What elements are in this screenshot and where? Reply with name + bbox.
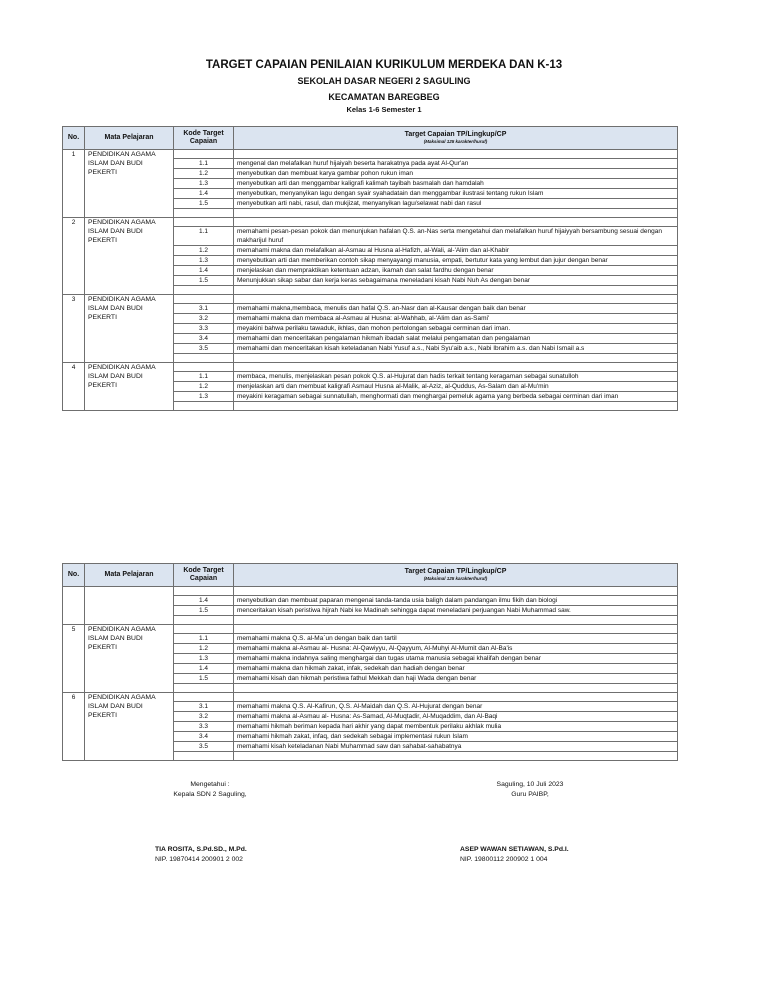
signer-right-name: ASEP WAWAN SETIAWAN, S.Pd.I. <box>460 846 569 853</box>
target-text: memahami pesan-pesan pokok dan menunjukan hafalan Q.S. an-Nas serta mengetahui dan melafalkan huruf hijaiyyah bersambung sesuai dengan makharijul huruf <box>234 227 678 246</box>
target-code: 1.4 <box>174 596 234 606</box>
col-target: Target Capaian TP/Lingkup/CP (Maksimal 125 karakter/huruf) <box>234 564 678 587</box>
subject-name: PENDIDIKAN AGAMA ISLAM DAN BUDI PEKERTI <box>85 625 174 693</box>
school-name: SEKOLAH DASAR NEGERI 2 SAGULING <box>297 76 471 86</box>
target-text: memahami makna Q.S. al-Ma`un dengan baik dan tartil <box>234 634 678 644</box>
document-title: TARGET CAPAIAN PENILAIAN KURIKULUM MERDEKA DAN K-13 <box>205 59 563 71</box>
target-text: memahami makna indahnya saling menghargai dan tugas utama manusia sebagai khalifah dengan benar <box>234 654 678 664</box>
target-text: memahami hikmah zakat, infaq, dan sedekah sebagai implementasi rukun Islam <box>234 732 678 742</box>
signer-left-nip: NIP. 19870414 200901 2 002 <box>155 856 243 863</box>
target-text: meyakini bahwa perilaku tawaduk, ikhlas, dan mohon pertolongan sebagai cerminan dari iman. <box>234 324 678 334</box>
target-code: 1.4 <box>174 189 234 199</box>
target-text: menyebutkan, menyanyikan lagu dengan syair syahadatain dan menggambar ilustrasi tentang rukun Islam <box>234 189 678 199</box>
target-text: memahami makna dan membaca al-Asmau al Husna: al-Wahhab, al-'Alim dan as-Sami' <box>234 314 678 324</box>
district-name: KECAMATAN BAREGBEG <box>328 92 440 102</box>
row-number: 1 <box>63 150 85 218</box>
col-code: Kode Target Capaian <box>174 127 234 150</box>
signature-right-line2: Guru PAIBP, <box>511 791 549 798</box>
subject-name: PENDIDIKAN AGAMA ISLAM DAN BUDI PEKERTI <box>85 150 174 218</box>
target-code: 1.4 <box>174 664 234 674</box>
signer-right <box>460 845 569 865</box>
target-text: memahami dan menceritakan kisah keteladanan Nabi Yusuf a.s., Nabi Syu'aib a.s., Nabi Ibrahim a.s. dan Nabi Ismail a.s <box>234 344 678 354</box>
target-code: 3.1 <box>174 702 234 712</box>
target-text: memahami makna al-Asmau al- Husna: Al-Qawiyyu, Al-Qayyum, Al-Muhyi Al-Mumit dan Al-Ba'is <box>234 644 678 654</box>
signature-left <box>150 780 270 800</box>
target-text: memahami hikmah beriman kepada hari akhir yang dapat membentuk perilaku akhlak mulia <box>234 722 678 732</box>
target-text: menjelaskan arti dan membuat kaligrafi Asmaul Husna al-Malik, al-Aziz, al-Quddus, As-Salam dan al-Mu'min <box>234 382 678 392</box>
target-code: 1.3 <box>174 179 234 189</box>
target-text: memahami kisah dan hikmah peristiwa fathul Mekkah dan haji Wada dengan benar <box>234 674 678 684</box>
target-text: membaca, menulis, menjelaskan pesan pokok Q.S. al-Hujurat dan hadis terkait tentang keragaman sebagai sunatulloh <box>234 372 678 382</box>
target-table-1 <box>62 126 678 411</box>
target-text: memahami kisah keteladanan Nabi Muhammad saw dan sahabat-sahabatnya <box>234 742 678 752</box>
target-text: memahami makna dan hikmah zakat, infak, sedekah dan hadiah dengan benar <box>234 664 678 674</box>
target-code: 1.5 <box>174 199 234 209</box>
target-code: 3.4 <box>174 334 234 344</box>
target-code: 3.2 <box>174 712 234 722</box>
target-text: menyebutkan arti nabi, rasul, dan mukjizat, menyanyikan lagu/selawat nabi dan rasul <box>234 199 678 209</box>
subject-name: PENDIDIKAN AGAMA ISLAM DAN BUDI PEKERTI <box>85 693 174 761</box>
subject-name: PENDIDIKAN AGAMA ISLAM DAN BUDI PEKERTI <box>85 363 174 411</box>
target-code: 1.3 <box>174 392 234 402</box>
subject-name: PENDIDIKAN AGAMA ISLAM DAN BUDI PEKERTI <box>85 295 174 363</box>
row-number: 2 <box>63 218 85 295</box>
class-semester: Kelas 1-6 Semester 1 <box>346 105 422 114</box>
col-target: Target Capaian TP/Lingkup/CP (Maksimal 125 karakter/huruf) <box>234 127 678 150</box>
target-code: 1.4 <box>174 266 234 276</box>
signer-left-name: TIA ROSITA, S.Pd.SD., M.Pd. <box>155 846 247 853</box>
target-text: menyebutkan arti dan memberikan contoh sikap menyayangi manusia, empati, bertutur kata yang lembut dan jujur dengan benar <box>234 256 678 266</box>
target-code: 3.3 <box>174 324 234 334</box>
signer-left <box>155 845 247 865</box>
target-code: 1.2 <box>174 246 234 256</box>
target-text: Menunjukkan sikap sabar dan kerja keras sebagaimana meneladani kisah Nabi Nuh As dengan benar <box>234 276 678 286</box>
target-code: 3.1 <box>174 304 234 314</box>
target-code: 1.5 <box>174 674 234 684</box>
target-code: 3.4 <box>174 732 234 742</box>
row-number: 4 <box>63 363 85 411</box>
target-code: 1.3 <box>174 256 234 266</box>
signature-right <box>460 780 600 800</box>
col-subject: Mata Pelajaran <box>85 127 174 150</box>
target-code: 1.1 <box>174 227 234 246</box>
target-text: memahami makna Q.S. Al-Kafirun, Q.S. Al-Maidah dan Q.S. Al-Hujurat dengan benar <box>234 702 678 712</box>
row-number: 6 <box>63 693 85 761</box>
target-code: 1.3 <box>174 654 234 664</box>
target-text: mengenal dan melafalkan huruf hijaiyah beserta harakatnya pada ayat Al-Qur'an <box>234 159 678 169</box>
col-no: No. <box>63 564 85 587</box>
target-code: 1.5 <box>174 276 234 286</box>
target-text: menyebutkan dan membuat karya gambar pohon rukun iman <box>234 169 678 179</box>
target-text: memahami makna,membaca, menulis dan hafal Q.S. an-Nasr dan al-Kausar dengan baik dan benar <box>234 304 678 314</box>
col-code: Kode Target Capaian <box>174 564 234 587</box>
target-text: menjelaskan dan mempraktikan ketentuan adzan, ikamah dan salat fardhu dengan benar <box>234 266 678 276</box>
target-text: meyakini keragaman sebagai sunnatullah, menghormati dan menghargai pemeluk agama yang berbeda sebagai cerminan dari iman <box>234 392 678 402</box>
target-text: menyebutkan arti dan menggambar kaligrafi kalimah tayibah basmalah dan hamdalah <box>234 179 678 189</box>
target-text: memahami makna al-Asmau al- Husna: As-Samad, Al-Muqtadir, Al-Muqaddim, dan Al-Baqi <box>234 712 678 722</box>
row-number: 3 <box>63 295 85 363</box>
row-number <box>63 587 85 625</box>
target-code: 3.5 <box>174 344 234 354</box>
target-code: 3.3 <box>174 722 234 732</box>
col-subject: Mata Pelajaran <box>85 564 174 587</box>
signature-left-line1: Mengetahui : <box>190 781 230 788</box>
subject-name <box>85 587 174 625</box>
target-text: memahami dan menceritakan pengalaman hikmah ibadah salat melalui pengamatan dan pengalaman <box>234 334 678 344</box>
subject-name: PENDIDIKAN AGAMA ISLAM DAN BUDI PEKERTI <box>85 218 174 295</box>
target-text: memahami makna dan melafalkan al-Asmau al Husna al-Hafizh, al-Wali, al-'Alim dan al-Khabir <box>234 246 678 256</box>
signature-left-line2: Kepala SDN 2 Saguling, <box>173 791 247 798</box>
target-code: 1.2 <box>174 382 234 392</box>
target-text: menceritakan kisah peristiwa hijrah Nabi ke Madinah sehingga dapat meneladani perjuangan Nabi Muhammad saw. <box>234 606 678 616</box>
col-no: No. <box>63 127 85 150</box>
target-code: 3.2 <box>174 314 234 324</box>
target-text: menyebutkan dan membuat paparan mengenai tanda-tanda usia baligh dalam pandangan ilmu fikih dan biologi <box>234 596 678 606</box>
target-code: 1.2 <box>174 644 234 654</box>
target-code: 1.1 <box>174 634 234 644</box>
signer-right-nip: NIP. 19800112 200902 1 004 <box>460 856 548 863</box>
target-code: 1.1 <box>174 372 234 382</box>
target-code: 3.5 <box>174 742 234 752</box>
target-code: 1.2 <box>174 169 234 179</box>
target-table-2 <box>62 563 678 761</box>
target-code: 1.5 <box>174 606 234 616</box>
target-code: 1.1 <box>174 159 234 169</box>
signature-right-line1: Saguling, 10 Juli 2023 <box>496 781 564 788</box>
row-number: 5 <box>63 625 85 693</box>
